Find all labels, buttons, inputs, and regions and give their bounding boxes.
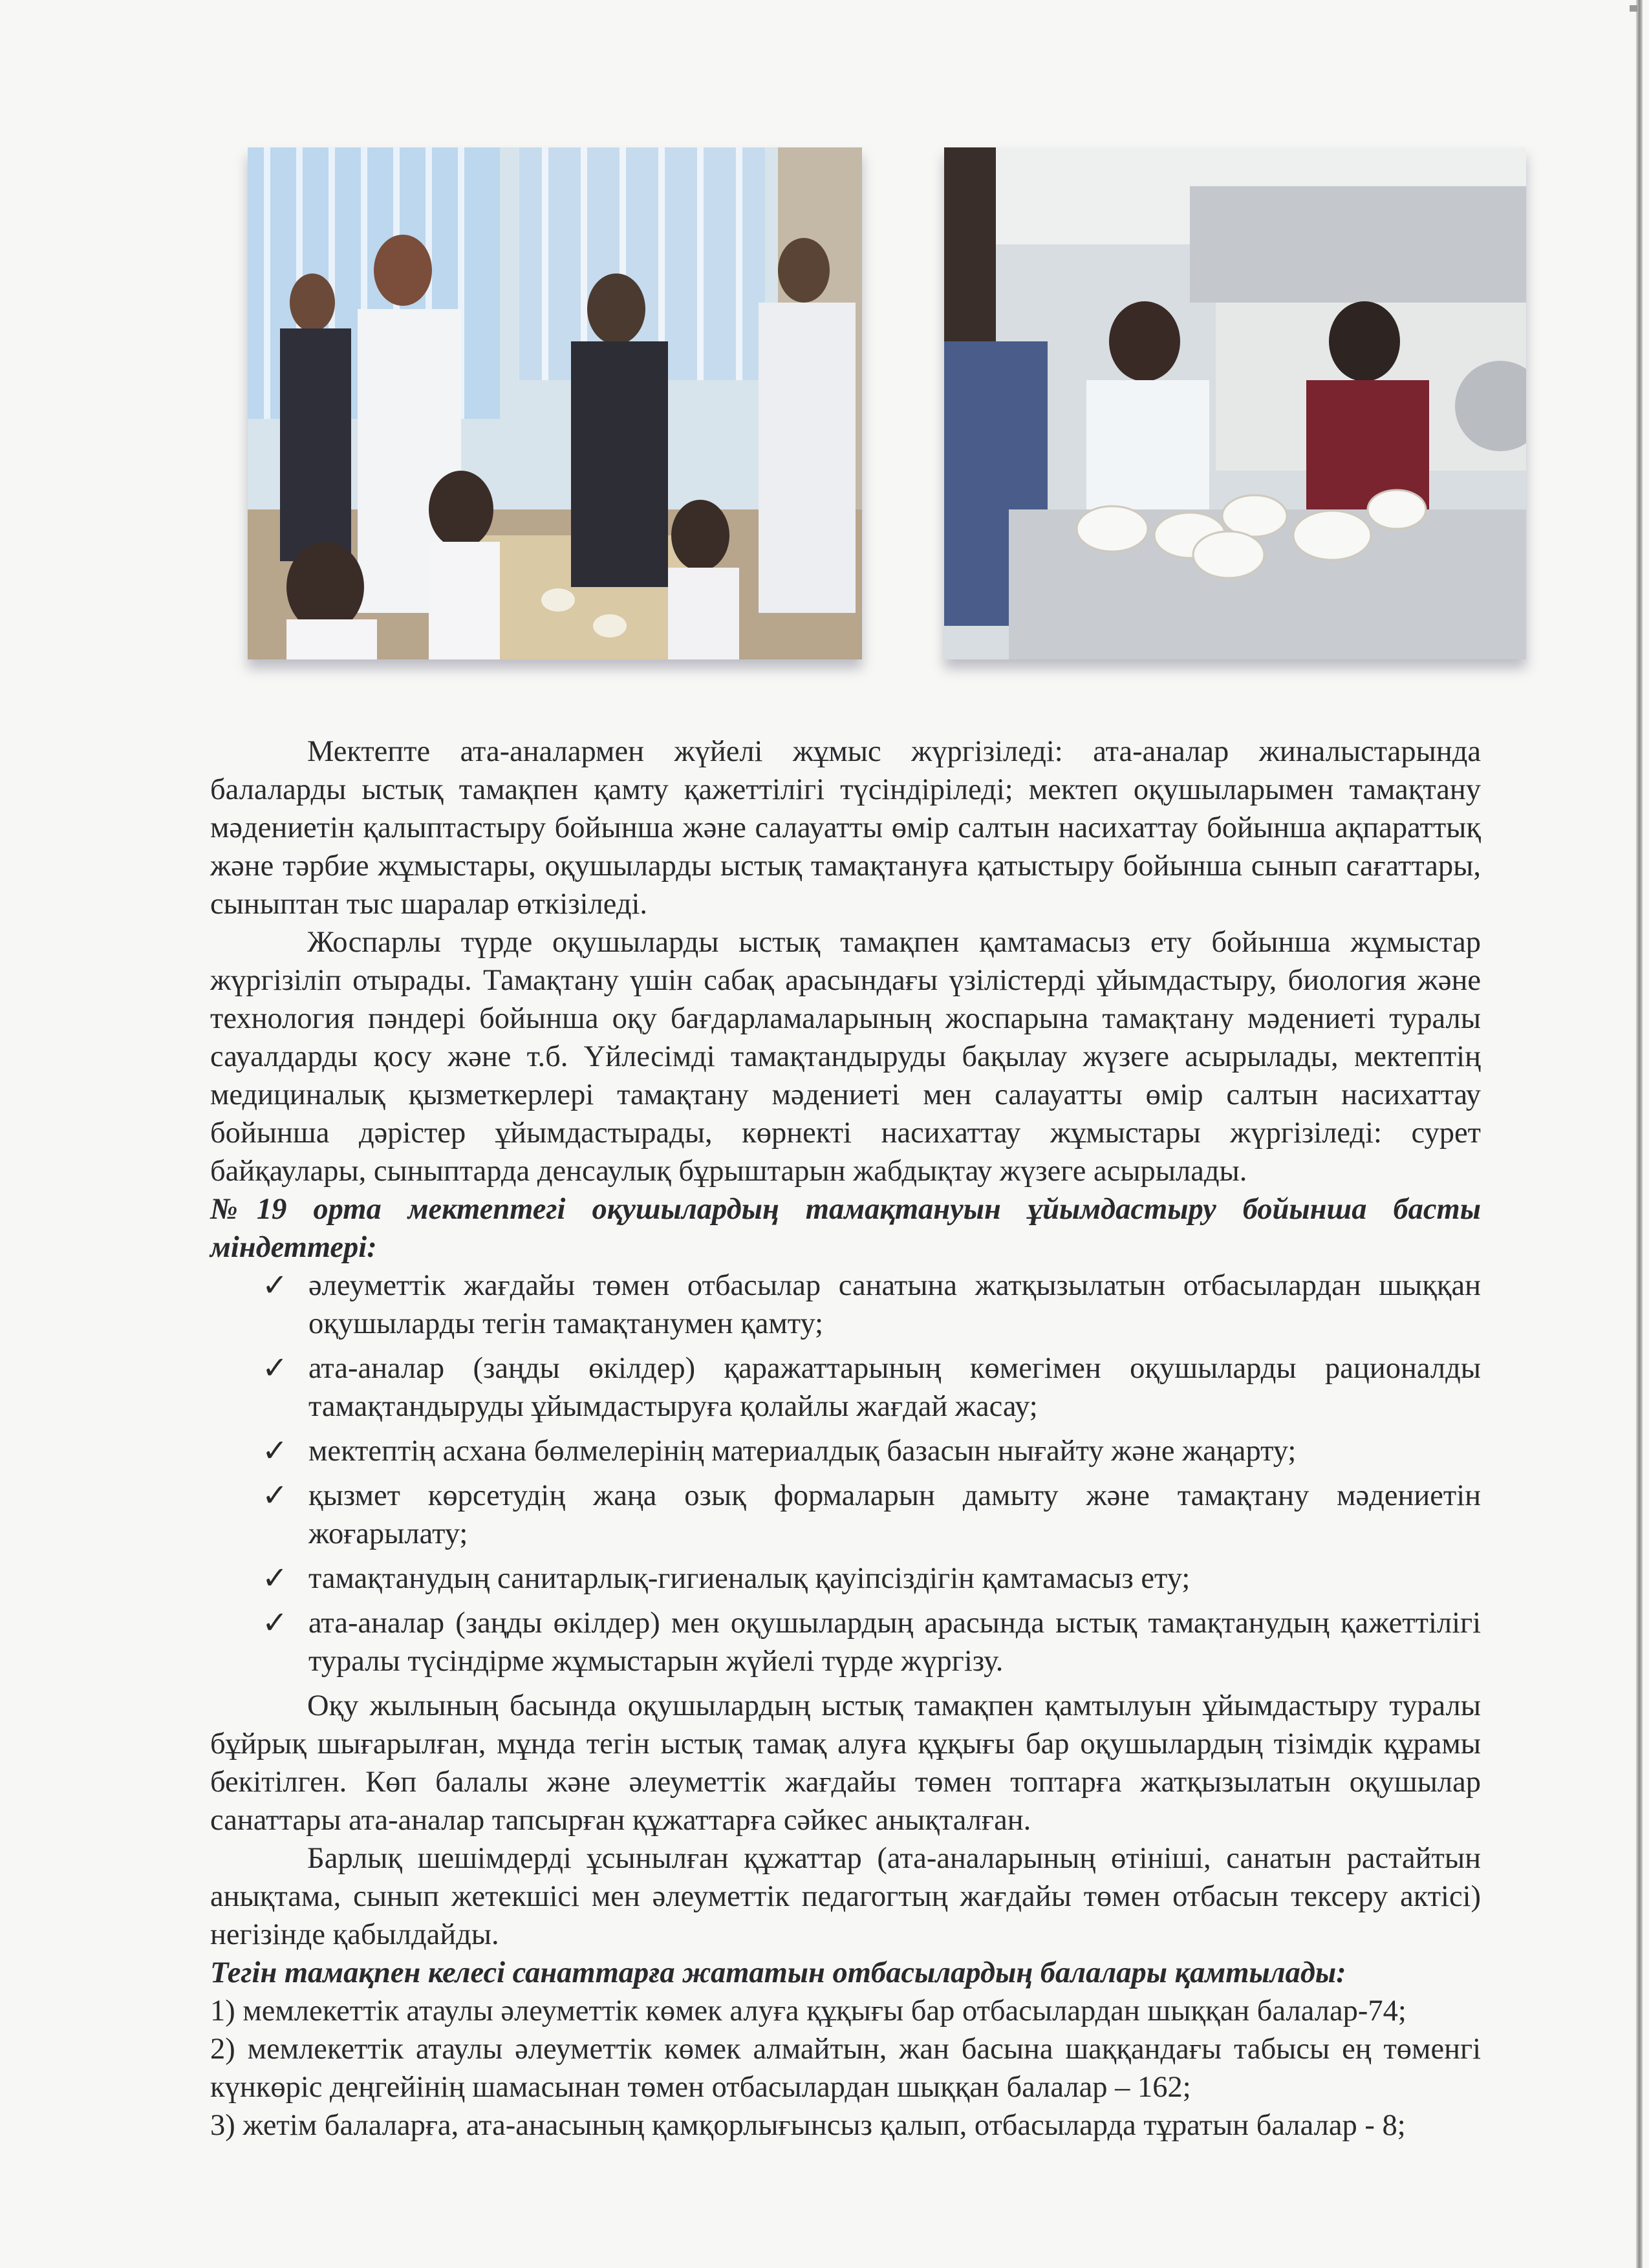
document-body: [210, 733, 1481, 2145]
list-item: ✓ мектептің асхана бөлмелерінің материалдық базасын нығайту және жаңарту;: [262, 1433, 1297, 1469]
check-icon: ✓: [262, 1350, 288, 1386]
paragraph-parents-work: Мектепте ата-аналармен жүйелі жұмыс жүргізіледі: ата-аналар жиналыстарында балаларды ыстық тамақпен қамту қажеттілігі түсіндіріледі; мектеп оқушыларымен тамақтану мәдениетін қалыптастыру бойынша және салауатты өмір салтын насихаттау бойынша ақпараттық және тәрбие жұмыстары, оқушыларды ыстық тамақтануға қатыстыру бойынша сынып сағаттары, сыныптан тыс шаралар өткізіледі.: [210, 735, 1481, 921]
check-icon: ✓: [262, 1477, 288, 1514]
heading-free-meals: Тегін тамақпен келесі санаттарға жататын отбасылардың балалары қамтылады:: [210, 1956, 1346, 1989]
paragraph-decisions: Барлық шешімдерді ұсынылған құжаттар (ата-аналарының өтініші, санатын растайтын анықтама, сынып жетекшісі мен әлеуметтік педагогтың жағдайы төмен отбасын тексеру актісі) негізінде қабылдайды.: [210, 1842, 1481, 1951]
list-item: ✓ ата-аналар (заңды өкілдер) мен оқушылардың арасында ыстық тамақтанудың қажеттілігі туралы түсіндірме жұмыстарын жүйелі түрде жүргізу.: [262, 1605, 1481, 1678]
check-icon: ✓: [262, 1433, 288, 1469]
photo-kitchen-staff: [944, 147, 1526, 659]
heading-main-tasks: №19 орта мектептегі оқушылардың тамақтануын ұйымдастыру бойынша басты міндеттері:: [210, 1193, 1481, 1264]
list-item: ✓ тамақтанудың санитарлық-гигиеналық қауіпсіздігін қамтамасыз ету;: [262, 1560, 1191, 1596]
photo-canteen-children: [248, 147, 862, 659]
photo-kitchen-staff-image: [944, 147, 1526, 659]
check-icon: ✓: [262, 1267, 288, 1303]
scan-edge-line: [1636, 0, 1643, 2268]
scan-corner-mark: [1630, 5, 1637, 12]
list-item: 1) мемлекеттік атаулы әлеуметтік көмек алуға құқығы бар отбасылардан шыққан балалар-74;: [210, 1995, 1406, 2027]
list-item: ✓ әлеуметтік жағдайы төмен отбасылар санатына жатқызылатын отбасылардан шыққан оқушыларды тегін тамақтанумен қамту;: [262, 1267, 1481, 1340]
check-icon: ✓: [262, 1605, 288, 1641]
check-icon: ✓: [262, 1560, 288, 1596]
paragraph-order-issued: Оқу жылының басында оқушылардың ыстық тамақпен қамтылуын ұйымдастыру туралы бұйрық шығарылған, мұнда тегін ыстық тамақ алуға құқығы бар оқушылардың тізімдік құрамы бекітілген. Көп балалы және әлеуметтік жағдайы төмен топтарға жатқызылатын оқушылар санаттары ата-аналар тапсырған құжаттарға сәйкес анықталған.: [210, 1689, 1481, 1837]
photo-canteen-children-image: [248, 147, 862, 659]
list-item: 2) мемлекеттік атаулы әлеуметтік көмек алмайтын, жан басына шаққандағы табысы ең төменгі күнкөріс деңгейінің шамасынан төмен отбасылардан шыққан балалар – 162;: [210, 2033, 1481, 2104]
categories-list: [210, 1992, 1481, 2145]
list-item: 3) жетім балаларға, ата-анасының қамқорлығынсыз қалып, отбасыларда тұратын балалар - 8;: [210, 2109, 1406, 2142]
paragraph-planned-work: Жоспарлы түрде оқушыларды ыстық тамақпен қамтамасыз ету бойынша жұмыстар жүргізіліп отырады. Тамақтану үшін сабақ арасындағы үзілістерді ұйымдастыру, биология және технология пәндері бойынша оқу бағдарламаларының жоспарына тамақтану мәдениеті туралы сауалдарды қосу және т.б. Үйлесімді тамақтандыруды бақылау жүзеге асырылады, мектептің медициналық қызметкерлері тамақтану мәдениеті мен салауатты өмір салтын насихаттау бойынша дәрістер ұйымдастырады, көрнекті насихаттау жұмыстары жүргізіледі: сурет байқаулары, сыныптарда денсаулық бұрыштарын жабдықтау жүзеге асырылады.: [210, 926, 1481, 1188]
tasks-list: [210, 1267, 1481, 1680]
list-item: ✓ ата-аналар (заңды өкілдер) қаражаттарының көмегімен оқушыларды рационалды тамақтандыруды ұйымдастыруға қолайлы жағдай жасау;: [262, 1350, 1481, 1423]
list-item: ✓ қызмет көрсетудің жаңа озық формаларын дамыту және тамақтану мәдениетін жоғарылату;: [262, 1477, 1481, 1550]
